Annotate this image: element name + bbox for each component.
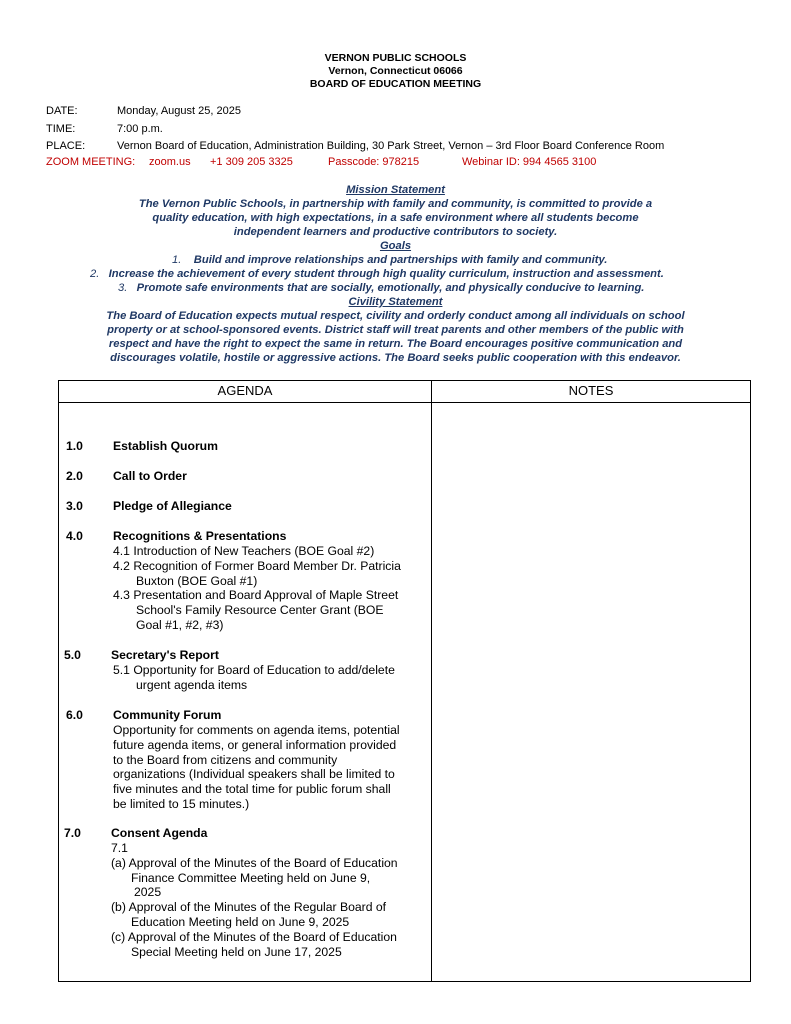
date-value: Monday, August 25, 2025	[117, 105, 241, 117]
sub-items-7	[111, 841, 398, 959]
agenda-table	[58, 380, 751, 982]
zoom-passcode: Passcode: 978215	[328, 156, 420, 168]
forum-line: to the Board from citizens and community	[113, 752, 338, 767]
minutes-item-cont: Finance Committee Meeting held on June 9,	[131, 870, 371, 885]
sub-item: 4.2 Recognition of Former Board Member Dr. Patricia	[113, 558, 401, 573]
goals-title: Goals	[379, 240, 412, 252]
minutes-item-cont: Education Meeting held on June 9, 2025	[131, 914, 350, 929]
sub-item-label: 7.1	[111, 841, 128, 855]
goal-text: Increase the achievement of every student through high quality curriculum, instruction and assessment.	[108, 268, 664, 280]
sub-items-5	[113, 663, 395, 693]
goal-number: 1.	[172, 254, 182, 266]
goal-number: 3.	[118, 282, 128, 294]
civility-line: respect and have the right to expect the same in return. The Board encourages positive communication and	[108, 338, 683, 350]
place-label: PLACE:	[46, 140, 86, 152]
item-title: Community Forum	[113, 708, 222, 722]
minutes-item-cont: Special Meeting held on June 17, 2025	[131, 944, 342, 959]
sub-item-cont: Buxton (BOE Goal #1)	[136, 573, 258, 588]
mission-line: The Vernon Public Schools, in partnership with family and community, is committed to provide a	[138, 198, 653, 210]
goal-text: Promote safe environments that are socially, emotionally, and physically conducive to learning.	[136, 282, 645, 294]
sub-item: 4.3 Presentation and Board Approval of Maple Street	[113, 588, 399, 603]
item-title: Secretary's Report	[111, 648, 219, 662]
minutes-item: (a) Approval of the Minutes of the Board of Education	[111, 855, 398, 870]
sub-item-cont: School's Family Resource Center Grant (BOE	[136, 603, 384, 618]
forum-line: five minutes and the total time for public forum shall	[113, 782, 391, 797]
item-title: Recognitions & Presentations	[113, 529, 287, 543]
item-number: 1.0	[66, 439, 83, 453]
civility-line: discourages volatile, hostile or aggressive actions. The Board seeks public cooperation with this endeavor.	[110, 352, 681, 364]
zoom-phone: +1 309 205 3325	[210, 156, 293, 168]
item-title: Call to Order	[113, 469, 187, 483]
minutes-item: (c) Approval of the Minutes of the Board of Education	[111, 929, 397, 944]
zoom-label: ZOOM MEETING:	[46, 156, 136, 168]
minutes-item-cont: 2025	[134, 885, 162, 900]
zoom-webinar-id: Webinar ID: 994 4565 3100	[462, 156, 597, 168]
meeting-title: BOARD OF EDUCATION MEETING	[309, 78, 482, 90]
district-name: VERNON PUBLIC SCHOOLS	[324, 52, 467, 64]
goal-item	[118, 281, 644, 295]
notes-header: NOTES	[432, 381, 751, 403]
item-number: 3.0	[66, 499, 83, 513]
date-label: DATE:	[46, 105, 78, 117]
item-title: Pledge of Allegiance	[113, 499, 232, 513]
sub-item-cont: Goal #1, #2, #3)	[136, 617, 224, 632]
goal-number: 2.	[90, 268, 100, 280]
sub-item-cont: urgent agenda items	[136, 677, 248, 692]
minutes-item: (b) Approval of the Minutes of the Regular Board of	[111, 900, 387, 915]
mission-line: quality education, with high expectations, in a safe environment where all students become	[152, 212, 639, 224]
goal-text: Build and improve relationships and partnerships with family and community.	[193, 254, 608, 266]
forum-line: be limited to 15 minutes.)	[113, 796, 250, 811]
time-label: TIME:	[46, 123, 76, 135]
mission-title: Mission Statement	[346, 184, 445, 196]
civility-line: The Board of Education expects mutual respect, civility and orderly conduct among all individuals on school	[106, 310, 685, 322]
item-number: 6.0	[66, 708, 83, 722]
mission-line: independent learners and productive contributors to society.	[233, 226, 558, 238]
community-forum-description	[113, 723, 400, 812]
district-location: Vernon, Connecticut 06066	[328, 65, 463, 77]
item-number: 5.0	[64, 648, 81, 662]
civility-title: Civility Statement	[348, 296, 443, 308]
time-value: 7:00 p.m.	[117, 123, 163, 135]
forum-line: organizations (Individual speakers shall be limited to	[113, 767, 395, 782]
civility-line: property or at school-sponsored events. District staff will treat parents and other members of the public with	[107, 324, 684, 336]
notes-column	[432, 403, 751, 982]
agenda-header: AGENDA	[59, 381, 432, 403]
forum-line: Opportunity for comments on agenda items, potential	[113, 723, 400, 737]
zoom-url[interactable]: zoom.us	[149, 156, 191, 168]
item-title: Establish Quorum	[113, 439, 218, 453]
sub-item: 5.1 Opportunity for Board of Education to add/delete	[113, 663, 395, 677]
item-title: Consent Agenda	[111, 826, 208, 840]
goal-item	[172, 253, 607, 267]
item-number: 4.0	[66, 529, 83, 543]
sub-item: 4.1 Introduction of New Teachers (BOE Goal #2)	[113, 544, 375, 558]
sub-items-4	[113, 544, 401, 633]
item-number: 7.0	[64, 826, 81, 840]
agenda-column	[59, 403, 432, 982]
forum-line: future agenda items, or general information provided	[113, 737, 397, 752]
place-value: Vernon Board of Education, Administration Building, 30 Park Street, Vernon – 3rd Floor Board Conference Room	[117, 140, 665, 152]
item-number: 2.0	[66, 469, 83, 483]
goal-item	[90, 267, 664, 281]
